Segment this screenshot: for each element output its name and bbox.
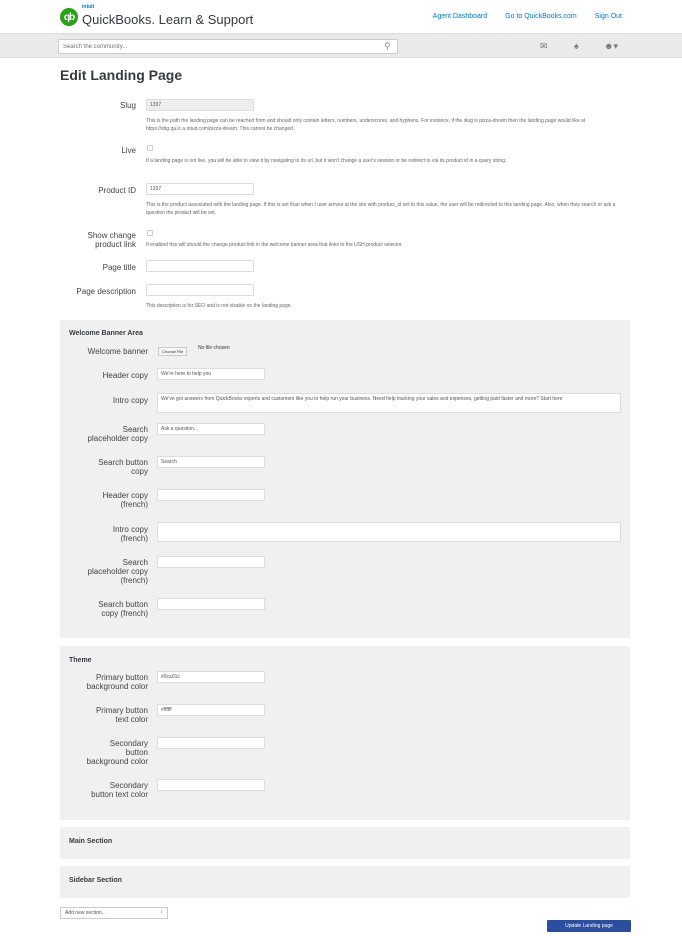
search-placeholder-french-label-line2: placeholder copy [87, 567, 148, 576]
slug-help: This is the path the landing page can be reached from and should only contain letters, numbers, underscores, and hyphens. For instance, if the slug is pizza-dream then the landing page would like at https://sbg.qa.lc.a.intuit.com/pizza-dream. This cannot be changed. [146, 118, 586, 132]
primary-bg-label [60, 673, 148, 691]
sidebar-section-title[interactable]: Sidebar Section [69, 877, 122, 884]
welcome-banner-panel [60, 320, 630, 638]
go-to-quickbooks-link[interactable]: Go to QuickBooks.com [505, 13, 577, 20]
search-placeholder-french-label-line3: (french) [120, 576, 148, 585]
page-description-input[interactable] [146, 284, 254, 296]
page-title-label: Page title [102, 263, 136, 272]
search-placeholder-french-label-line1: Search [122, 558, 148, 567]
intro-copy-french-label [60, 525, 148, 543]
secondary-bg-label-line1: Secondary [109, 739, 148, 748]
secondary-bg-label-line2: button [125, 748, 148, 757]
primary-text-label-line1: Primary button [95, 706, 148, 715]
search-placeholder-label-line1: Search [122, 425, 148, 434]
bell-icon[interactable]: ♠ [574, 41, 579, 51]
live-label: Live [121, 146, 136, 155]
show-change-checkbox[interactable] [147, 230, 153, 236]
header-copy-french-label [60, 491, 148, 509]
chat-icon[interactable]: ✉ [540, 41, 548, 51]
agent-dashboard-link[interactable]: Agent Dashboard [432, 13, 488, 20]
search-placeholder-input[interactable]: Ask a question... [157, 423, 265, 435]
add-section-select[interactable] [60, 907, 168, 919]
primary-text-label [60, 706, 148, 724]
header-copy-french-label-line1: Header copy [102, 491, 148, 500]
show-change-help: If enabled this will should the change product link in the welcome banner area that links to the USH product selector. [146, 242, 403, 248]
header-copy-input[interactable]: We're here to help you [157, 368, 265, 380]
secondary-text-label-line2: button text color [91, 790, 148, 799]
logo-text: QuickBooks. Learn & Support [82, 11, 254, 27]
search-button-french-label [60, 600, 148, 618]
slug-label: Slug [119, 101, 136, 110]
slug-input: 1337 [146, 99, 254, 111]
quickbooks-logo[interactable] [60, 4, 254, 27]
intro-copy-french-label-line1: Intro copy [112, 525, 148, 534]
show-change-label [60, 231, 136, 249]
header-copy-french-label-line2: (french) [120, 500, 148, 509]
search-icon[interactable]: ⚲ [384, 41, 391, 51]
theme-title: Theme [69, 657, 92, 664]
show-change-label-line1: Show change [87, 231, 136, 240]
secondary-text-input[interactable] [157, 779, 265, 791]
page-description-help: This description is for SEO and is not visable on the landing page. [146, 303, 292, 309]
search-button-french-label-line2: copy (french) [101, 609, 148, 618]
update-landing-page-button[interactable]: Update Landing page [547, 920, 631, 932]
secondary-text-label-line1: Secondary [109, 781, 148, 790]
search-button-copy-label-line2: copy [131, 467, 148, 476]
show-change-label-line2: product link [95, 240, 136, 249]
search-placeholder-french-input[interactable] [157, 556, 265, 568]
header-copy-label: Header copy [102, 371, 148, 380]
search-button-french-label-line1: Search button [98, 600, 148, 609]
intro-copy-label: Intro copy [112, 396, 148, 405]
search-button-copy-label [60, 458, 148, 476]
secondary-bg-label-line3: background color [86, 757, 148, 766]
primary-text-label-line2: text color [115, 715, 148, 724]
search-button-copy-input[interactable]: Search [157, 456, 265, 468]
welcome-banner-label: Welcome banner [87, 347, 148, 356]
search-bar [0, 33, 682, 58]
product-id-label: Product ID [98, 186, 136, 195]
header-copy-french-input[interactable] [157, 489, 265, 501]
qb-logo-icon: qb [60, 8, 78, 26]
primary-bg-label-line2: background color [86, 682, 148, 691]
main-section-title[interactable]: Main Section [69, 838, 113, 845]
page-description-label: Page description [76, 287, 136, 296]
product-id-help: This is the product associated with the landing page. If this is set than when I user arrives at the site with product_id set to this value, the user will be redirected to this landing page. Also, when they search or ask a question the product will be set. [146, 202, 616, 216]
live-checkbox[interactable] [147, 145, 153, 151]
intro-copy-french-textarea[interactable] [157, 522, 621, 542]
search-button-copy-label-line1: Search button [98, 458, 148, 467]
primary-bg-input[interactable]: #0ca01c [157, 671, 265, 683]
intuit-label: intuit [82, 4, 95, 10]
search-placeholder-french-label [60, 558, 148, 585]
welcome-banner-title: Welcome Banner Area [69, 330, 143, 337]
intro-copy-french-label-line2: (french) [120, 534, 148, 543]
sign-out-link[interactable]: Sign Out [594, 13, 622, 20]
page-title: Edit Landing Page [60, 67, 183, 83]
chevron-down-icon: ↕ [160, 909, 163, 915]
user-menu-icon[interactable]: ☻▾ [604, 41, 618, 51]
secondary-bg-input[interactable] [157, 737, 265, 749]
search-placeholder-label-line2: placeholder copy [87, 434, 148, 443]
no-file-text: No file chosen [198, 345, 230, 351]
live-help: If a landing page is not live, you will be able to view it by navigating to its url, but it won't change a user's session or be redirect to via its product id in a query string. [146, 158, 507, 164]
product-id-input[interactable]: 1337 [146, 183, 254, 195]
search-placeholder-label [60, 425, 148, 443]
page-title-input[interactable] [146, 260, 254, 272]
main-section-panel[interactable] [60, 827, 630, 859]
secondary-bg-label [60, 739, 148, 766]
primary-bg-label-line1: Primary button [95, 673, 148, 682]
sidebar-section-panel[interactable] [60, 866, 630, 898]
add-section-select-label: Add new section... [65, 910, 106, 916]
intro-copy-textarea[interactable]: We've got answers from QuickBooks experts and customers like you to help run your business. Need help tracking your sales and expenses, getting paid faster and more? Start here [157, 393, 621, 413]
secondary-text-label [60, 781, 148, 799]
choose-file-button[interactable]: Choose File [158, 347, 187, 356]
search-button-french-input[interactable] [157, 598, 265, 610]
search-input[interactable] [58, 39, 398, 54]
primary-text-input[interactable]: #ffffff [157, 704, 265, 716]
top-nav [0, 0, 682, 33]
